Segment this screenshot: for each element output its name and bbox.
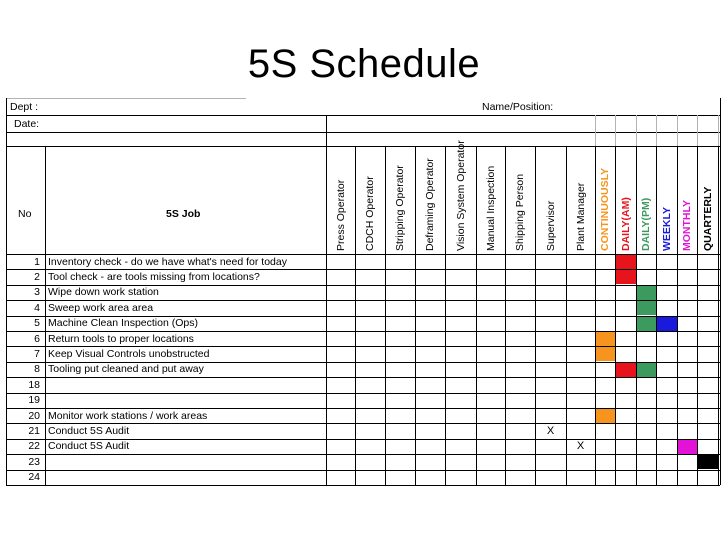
grid-line	[718, 115, 719, 146]
column-header-press-operator: Press Operator	[334, 179, 347, 251]
frequency-fill-continuously	[596, 409, 615, 423]
row-number: 22	[28, 440, 40, 453]
schedule-sheet	[6, 98, 720, 514]
job-description: Monitor work stations / work areas	[48, 409, 208, 422]
column-header-plant-manager: Plant Manager	[574, 182, 587, 251]
row-number: 24	[28, 471, 40, 484]
row-number: 19	[28, 394, 40, 407]
frequency-fill-daily-pm	[637, 286, 656, 300]
job-column-header: 5S Job	[166, 208, 201, 220]
column-header-stripping-operator: Stripping Operator	[394, 165, 406, 251]
grid-line	[6, 146, 720, 147]
row-number: 4	[34, 301, 40, 314]
frequency-fill-continuously	[596, 347, 615, 361]
grid-line	[720, 98, 721, 485]
row-number: 20	[28, 409, 40, 422]
job-description: Machine Clean Inspection (Ops)	[48, 317, 198, 330]
column-header-daily-pm: DAILY(PM)	[640, 197, 652, 251]
dept-label: Dept :	[10, 101, 39, 113]
grid-line	[656, 115, 657, 146]
grid-line	[6, 132, 720, 133]
column-header-vision-system-operator: Vision System Operator	[454, 140, 467, 251]
row-number: 7	[34, 347, 40, 360]
column-header-continuously: CONTINUOUSLY	[599, 167, 611, 251]
grid-line	[6, 98, 7, 485]
column-header-manual-inspection: Manual Inspection	[484, 165, 497, 251]
column-header-deframing-operator: Deframing Operator	[424, 158, 436, 251]
name-position-label: Name/Position:	[482, 101, 554, 113]
frequency-fill-continuously	[596, 332, 615, 346]
row-number: 6	[34, 332, 40, 345]
no-column-header: No	[18, 208, 32, 220]
page-title: 5S Schedule	[247, 42, 481, 86]
grid-line	[6, 98, 246, 99]
row-number: 18	[28, 378, 40, 391]
column-header-daily-am: DAILY(AM)	[619, 197, 632, 251]
grid-line	[595, 115, 596, 146]
frequency-fill-monthly	[678, 440, 697, 454]
column-header-shipping-person: Shipping Person	[514, 173, 526, 251]
frequency-fill-daily-pm	[637, 301, 656, 315]
row-number: 23	[28, 455, 40, 468]
responsibility-mark: X	[576, 440, 585, 453]
job-description: Tool check - are tools missing from locations?	[48, 270, 260, 283]
column-header-supervisor: Supervisor	[544, 200, 557, 251]
frequency-fill-daily-am	[616, 255, 636, 269]
frequency-fill-daily-am	[616, 270, 636, 284]
grid-line	[6, 470, 720, 471]
responsibility-mark: X	[546, 424, 555, 437]
job-description: Tooling put cleaned and put away	[48, 363, 204, 376]
frequency-fill-daily-am	[616, 363, 636, 377]
row-number: 21	[28, 424, 40, 437]
row-number: 3	[34, 286, 40, 299]
frequency-fill-daily-pm	[637, 317, 656, 331]
job-description: Sweep work area area	[48, 301, 154, 314]
frequency-fill-daily-pm	[637, 363, 656, 377]
column-header-weekly: WEEKLY	[660, 207, 673, 251]
row-number: 1	[34, 255, 40, 268]
column-header-cdch-operator: CDCH Operator	[364, 176, 376, 251]
column-header-quarterly: QUARTERLY	[701, 186, 714, 251]
frequency-fill-quarterly	[698, 455, 718, 469]
grid-line	[636, 115, 637, 146]
grid-line	[6, 115, 720, 116]
job-description: Inventory check - do we have what's need for today	[48, 255, 287, 268]
row-number: 2	[34, 270, 40, 283]
row-number: 8	[34, 363, 40, 376]
grid-line	[6, 485, 720, 486]
grid-line	[615, 115, 616, 146]
grid-line	[677, 115, 678, 146]
job-description: Wipe down work station	[48, 286, 159, 299]
grid-line	[697, 115, 698, 146]
row-number: 5	[34, 317, 40, 330]
job-description: Return tools to proper locations	[48, 332, 194, 345]
grid-line	[6, 393, 720, 394]
date-label: Date:	[14, 118, 40, 130]
job-description: Conduct 5S Audit	[48, 424, 130, 437]
frequency-fill-weekly	[657, 317, 677, 331]
column-header-monthly: MONTHLY	[681, 200, 693, 251]
job-description: Conduct 5S Audit	[48, 440, 130, 453]
job-description: Keep Visual Controls unobstructed	[48, 347, 210, 360]
grid-line	[326, 115, 327, 146]
